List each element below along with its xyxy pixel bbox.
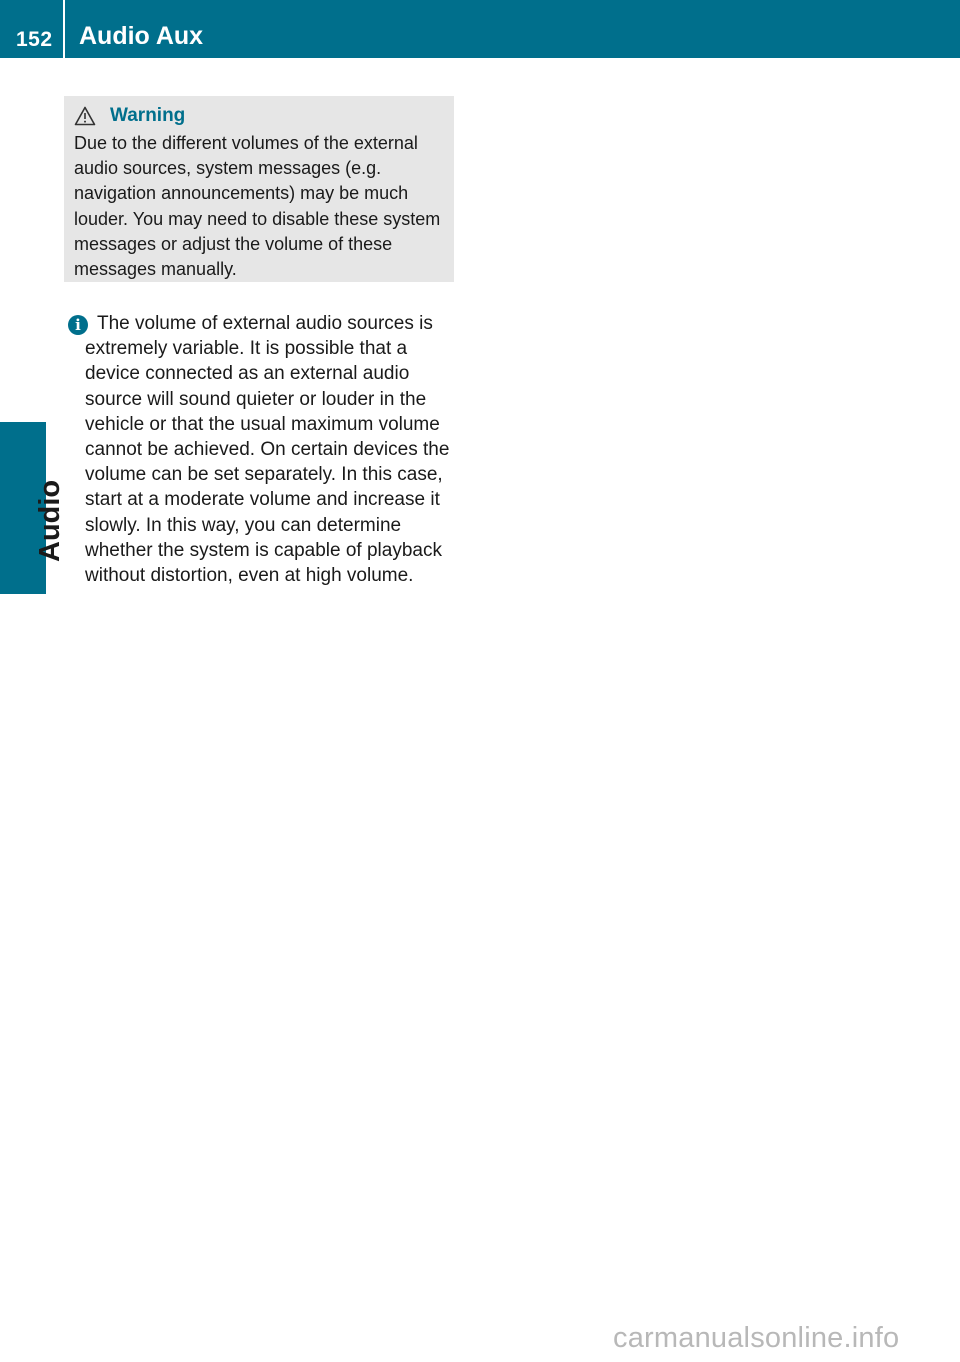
info-note: [68, 311, 460, 588]
section-title: Audio Aux: [79, 22, 204, 50]
warning-header: [74, 104, 185, 128]
watermark: carmanualsonline.info: [613, 1322, 900, 1354]
info-icon: i: [68, 315, 88, 335]
warning-title: Warning: [110, 105, 186, 126]
side-tab-label: Audio: [34, 479, 66, 562]
info-note-text: The volume of external audio sources is extremely variable. It is possible that a device connected as an external audio source will sound quieter or louder in the vehicle or that the usual maximum volume cannot be achieved. On certain devices the volume can be set separately. In this case, start at a moderate volume and increase it slowly. In this way, you can determine whether the system is capable of playback without distortion, even at high volume.: [85, 313, 450, 587]
header-divider: [63, 0, 65, 58]
warning-triangle-icon: [74, 106, 96, 126]
warning-box: [64, 96, 454, 282]
warning-text: Due to the different volumes of the external audio sources, system messages (e.g. navigation announcements) may be much louder. You may need to disable these system messages or adjust the volume of these messages manually.: [74, 133, 441, 280]
page-number: 152: [16, 28, 53, 51]
page-header: [0, 0, 960, 58]
